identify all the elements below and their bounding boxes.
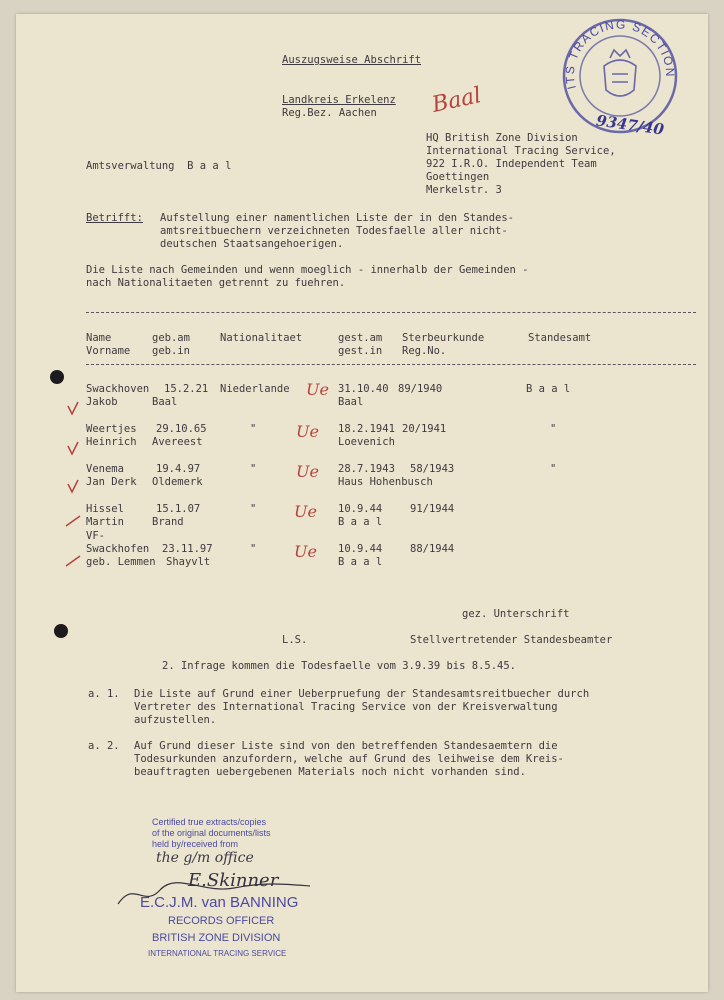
header-nationality: Nationalitaet (220, 332, 303, 344)
header-died: gest.am (338, 332, 383, 344)
cell-name: Weertjes (86, 423, 137, 435)
regbez-line: Reg.Bez. Aachen (282, 107, 377, 119)
table-top-rule (86, 312, 696, 313)
cell-office: B a a l (526, 383, 571, 395)
cert-name: E.C.J.M. van BANNING (140, 894, 299, 911)
stamp-number: 9347/40 (595, 111, 666, 139)
cell-born: 19.4.97 (156, 463, 201, 475)
note-line: aufzustellen. (134, 714, 217, 726)
table-header-rule (86, 364, 696, 365)
punch-hole (54, 624, 68, 638)
cell-died: 31.10.40 (338, 383, 389, 395)
cell-died: 28.7.1943 (338, 463, 395, 475)
cell-nationality: " (250, 463, 257, 475)
recipient-line: Goettingen (426, 171, 490, 183)
subject-line: Aufstellung einer namentlichen Liste der in den Standes- (160, 212, 515, 224)
signature-gez: gez. Unterschrift (462, 608, 570, 620)
cert-division: BRITISH ZONE DIVISION (152, 932, 281, 944)
instruction-line: Die Liste nach Gemeinden und wenn moeglich - innerhalb der Gemeinden - (86, 264, 529, 276)
note-line: Todesurkunden anzufordern, welche auf Grund des leihweise dem Kreis- (134, 753, 564, 765)
cell-name: Swackhoven (86, 383, 150, 395)
extra-mark: VF- (86, 530, 105, 542)
cell-firstname: Martin (86, 516, 124, 528)
recipient-line: International Tracing Service, (426, 145, 616, 157)
district-line: Landkreis Erkelenz (282, 94, 396, 106)
cell-nationality: " (250, 543, 257, 555)
cert-role: RECORDS OFFICER (168, 915, 275, 927)
signature-title: Stellvertretender Standesbeamter (410, 634, 613, 646)
header-died-in: gest.in (338, 345, 383, 357)
cell-reg-no: 89/1940 (398, 383, 443, 395)
header-firstname: Vorname (86, 345, 131, 357)
cert-line: Certified true extracts/copies (152, 817, 267, 827)
document-title: Auszugsweise Abschrift (282, 54, 422, 66)
check-mark: Ue (296, 422, 319, 441)
cell-born: 15.1.07 (156, 503, 201, 515)
note-prefix: a. 2. (88, 740, 120, 752)
cell-died-in: Haus Hohenbusch (338, 476, 433, 488)
cell-born-in: Oldemerk (152, 476, 203, 488)
instruction-line: nach Nationalitaeten getrennt zu fuehren. (86, 277, 346, 289)
cell-born-in: Baal (152, 396, 178, 408)
margin-ticks (62, 394, 90, 574)
recipient-line: HQ British Zone Division (426, 132, 578, 144)
check-mark: Ue (294, 542, 317, 561)
cell-born-in: Shayvlt (166, 556, 211, 568)
check-mark: Ue (294, 502, 317, 521)
cell-born: 29.10.65 (156, 423, 207, 435)
cell-name: Venema (86, 463, 124, 475)
cell-born: 23.11.97 (162, 543, 213, 555)
check-mark: Ue (296, 462, 319, 481)
cell-died-in: Loevenich (338, 436, 395, 448)
recipient-line: 922 I.R.O. Independent Team (426, 158, 597, 170)
header-death-certificate: Sterbeurkunde (402, 332, 485, 344)
cell-office: " (550, 463, 557, 475)
cell-nationality: Niederlande (220, 383, 290, 395)
cell-died: 10.9.44 (338, 543, 383, 555)
stamp-ring-text: ITS TRACING SECTION (562, 17, 678, 91)
document-page (16, 14, 708, 992)
recipient-line: Merkelstr. 3 (426, 184, 502, 196)
cert-service: INTERNATIONAL TRACING SERVICE (148, 949, 287, 958)
subject-label: Betrifft: (86, 212, 143, 224)
punch-hole (50, 370, 64, 384)
cell-reg-no: 20/1941 (402, 423, 447, 435)
cell-nationality: " (250, 503, 257, 515)
cell-firstname: Jan Derk (86, 476, 137, 488)
cell-born: 15.2.21 (164, 383, 209, 395)
handwritten-mark: Baal (429, 83, 484, 118)
cell-reg-no: 58/1943 (410, 463, 455, 475)
cell-died-in: Baal (338, 396, 364, 408)
office-line: Amtsverwaltung B a a l (86, 160, 232, 172)
cell-name: Hissel (86, 503, 124, 515)
subject-line: amtsreitbuechern verzeichneten Todesfaelle aller nicht- (160, 225, 508, 237)
cell-office: " (550, 423, 557, 435)
check-mark: Ue (306, 380, 329, 399)
cell-died: 10.9.44 (338, 503, 383, 515)
header-born-in: geb.in (152, 345, 190, 357)
header-name: Name (86, 332, 112, 344)
note-line: Die Liste auf Grund einer Ueberpruefung der Standesamtsreitbuecher durch (134, 688, 590, 700)
cert-handwritten: the g/m office (156, 850, 254, 866)
note-line: beauftragten uebergebenen Materials noch nicht vorhanden sind. (134, 766, 526, 778)
cell-died-in: B a a l (338, 516, 383, 528)
cell-reg-no: 91/1944 (410, 503, 455, 515)
cell-reg-no: 88/1944 (410, 543, 455, 555)
cell-nationality: " (250, 423, 257, 435)
cert-signature: E.Skinner (188, 870, 279, 891)
note-line: Vertreter des International Tracing Service von der Kreisverwaltung (134, 701, 558, 713)
note-line: Auf Grund dieser Liste sind von den betreffenden Standesaemtern die (134, 740, 558, 752)
note-prefix: a. 1. (88, 688, 120, 700)
note-line: 2. Infrage kommen die Todesfaelle vom 3.9.39 bis 8.5.45. (162, 660, 517, 672)
cell-died: 18.2.1941 (338, 423, 395, 435)
subject-line: deutschen Staatsangehoerigen. (160, 238, 344, 250)
header-born: geb.am (152, 332, 190, 344)
cell-born-in: Avereest (152, 436, 203, 448)
header-reg-no: Reg.No. (402, 345, 447, 357)
cell-name: Swackhofen (86, 543, 150, 555)
cell-died-in: B a a l (338, 556, 383, 568)
cell-firstname: Jakob (86, 396, 118, 408)
header-registry-office: Standesamt (528, 332, 592, 344)
cell-born-in: Brand (152, 516, 184, 528)
signature-ls: L.S. (282, 634, 308, 646)
cell-firstname: Heinrich (86, 436, 137, 448)
cert-line: of the original documents/lists (152, 828, 271, 838)
cell-firstname: geb. Lemmen (86, 556, 156, 568)
cert-line: held by/received from (152, 839, 239, 849)
